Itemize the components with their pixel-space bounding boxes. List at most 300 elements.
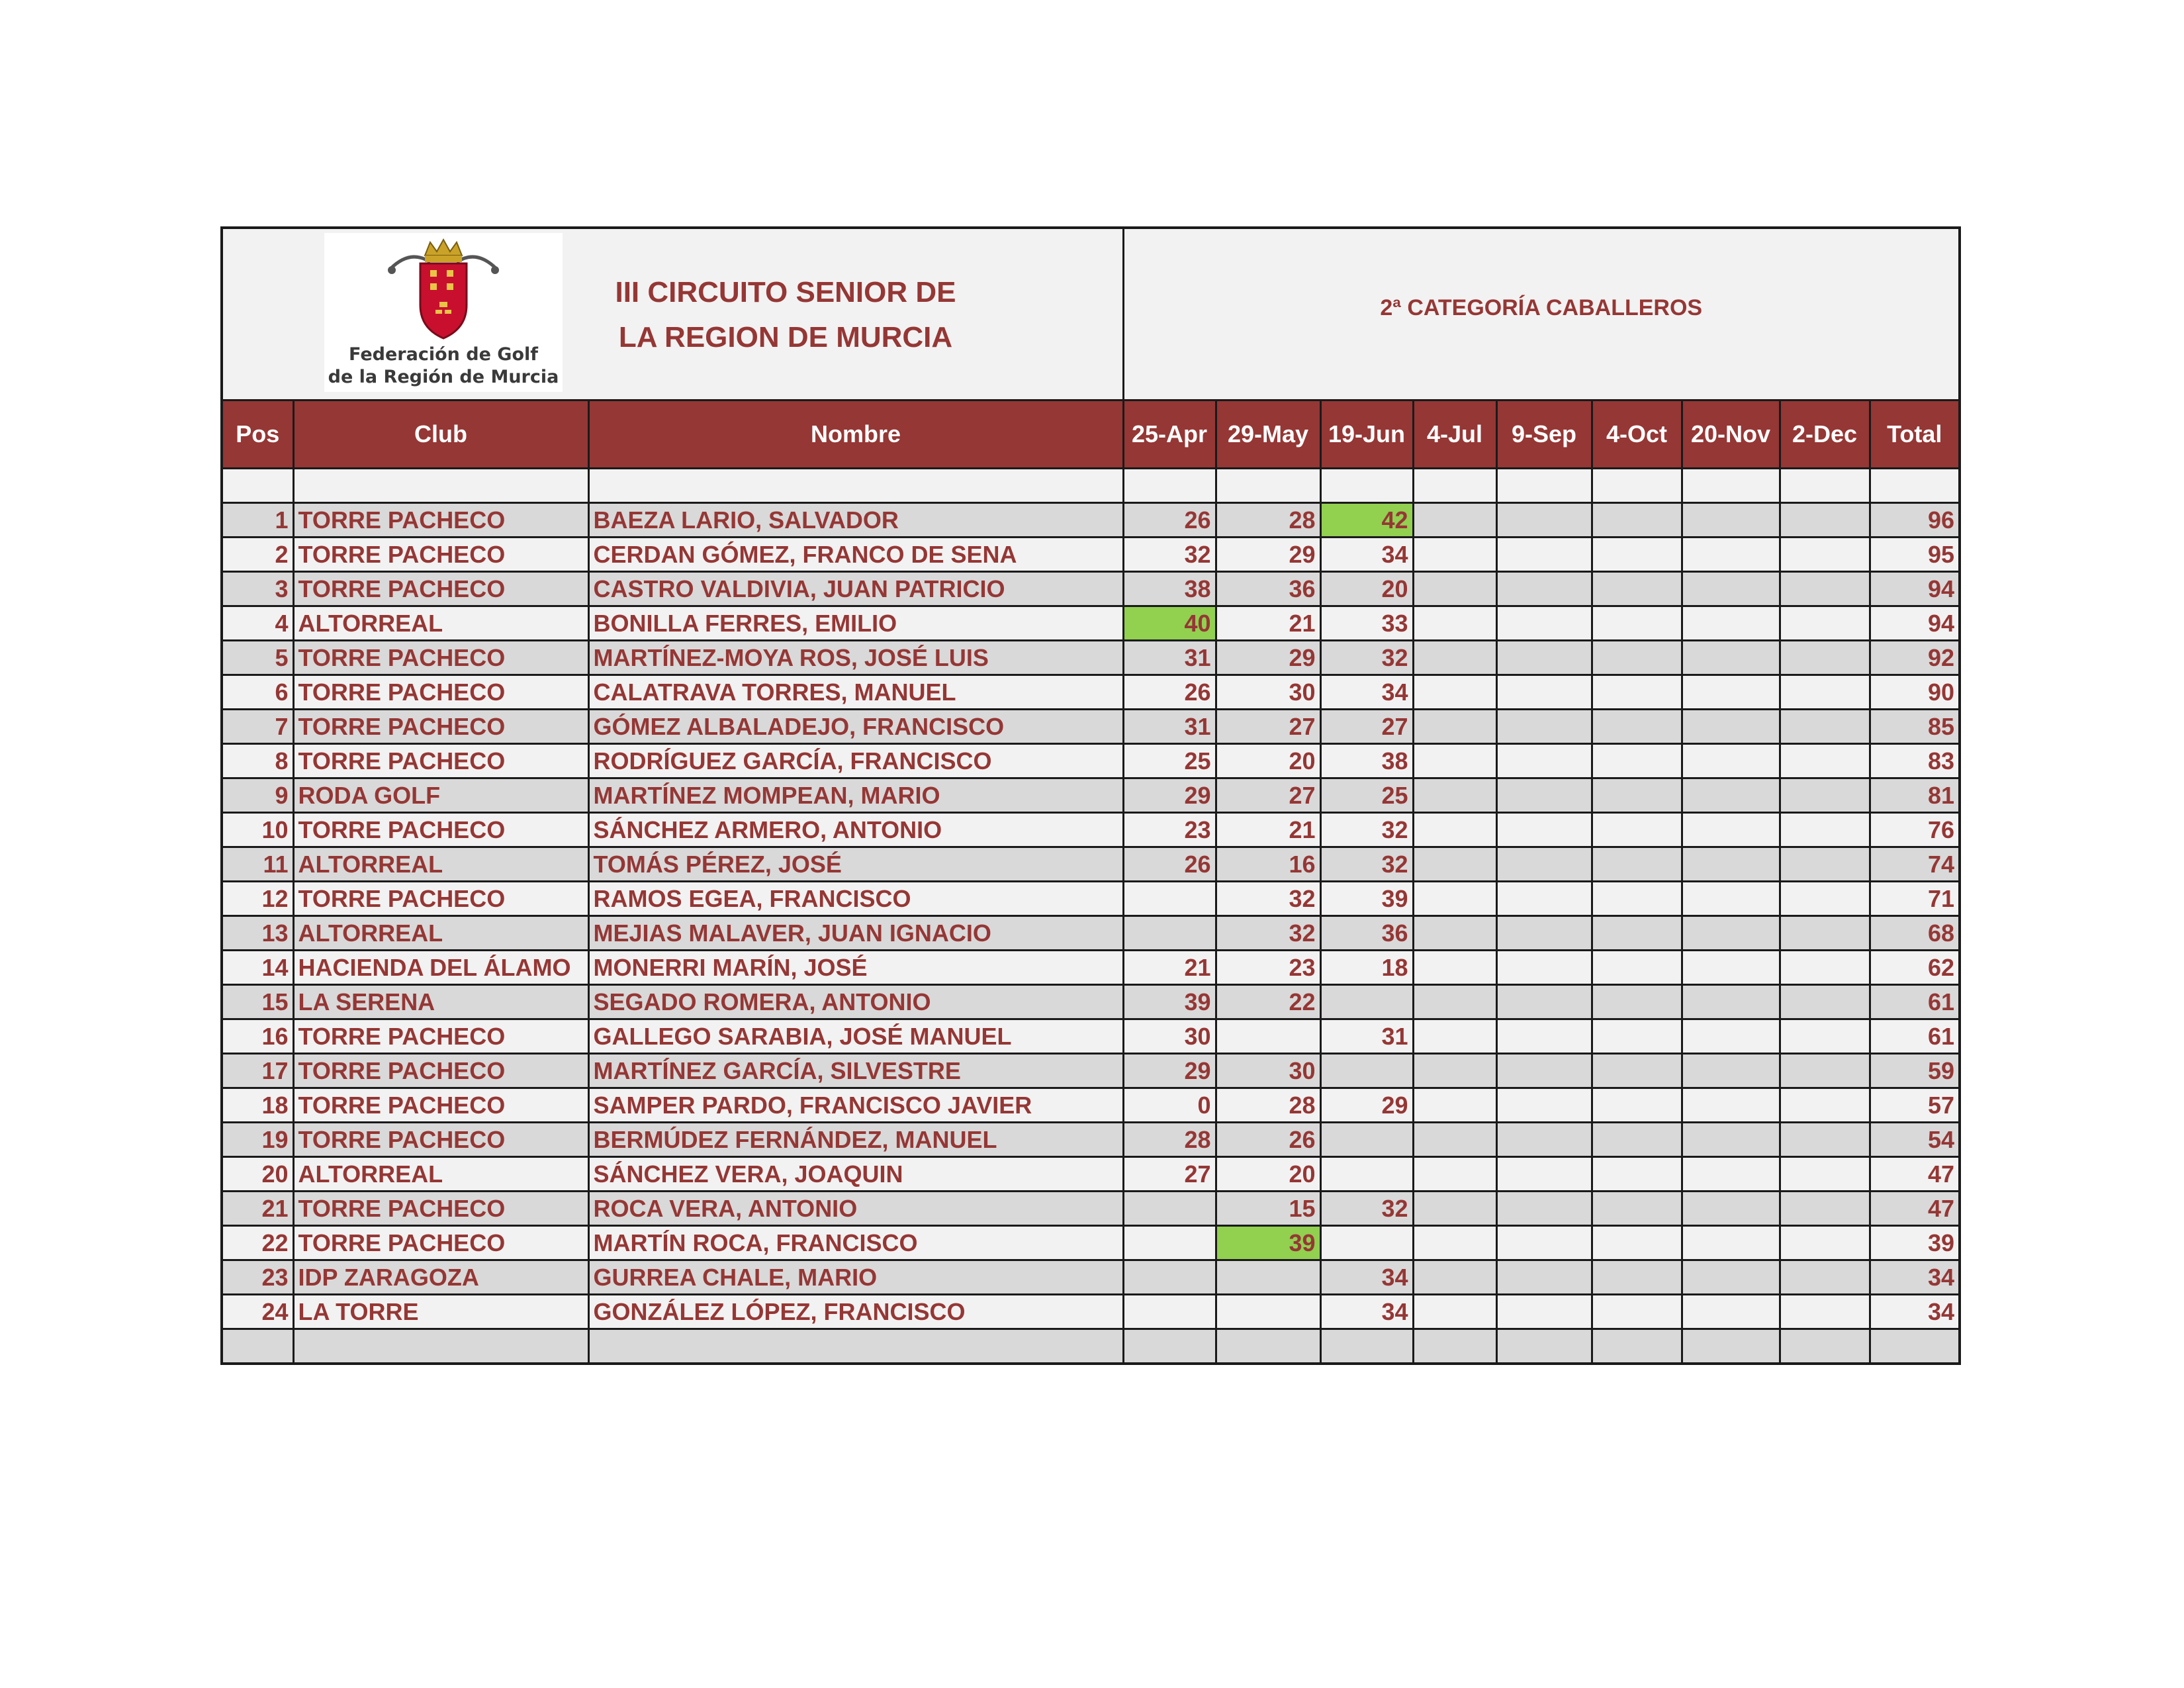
cell-nombre: GONZÁLEZ LÓPEZ, FRANCISCO bbox=[588, 1295, 1123, 1329]
cell-score: 39 bbox=[1216, 1226, 1320, 1260]
cell-pos: 20 bbox=[222, 1157, 293, 1192]
cell-pos: 19 bbox=[222, 1123, 293, 1157]
table-row bbox=[222, 572, 1960, 606]
cell-club: ALTORREAL bbox=[293, 916, 588, 951]
empty-row bbox=[222, 469, 1960, 503]
cell-pos: 17 bbox=[222, 1054, 293, 1088]
cell-score: 22 bbox=[1216, 985, 1320, 1019]
table-row bbox=[222, 1123, 1960, 1157]
cell-score bbox=[1413, 1260, 1496, 1295]
cell-club: LA SERENA bbox=[293, 985, 588, 1019]
cell-total: 34 bbox=[1870, 1260, 1960, 1295]
empty-cell bbox=[1870, 469, 1960, 503]
cell-score bbox=[1413, 710, 1496, 744]
table-row bbox=[222, 1088, 1960, 1123]
cell-score bbox=[1413, 572, 1496, 606]
cell-score bbox=[1413, 778, 1496, 813]
cell-pos: 22 bbox=[222, 1226, 293, 1260]
cell-score bbox=[1413, 1088, 1496, 1123]
cell-score bbox=[1496, 606, 1592, 641]
cell-nombre: SÁNCHEZ VERA, JOAQUIN bbox=[588, 1157, 1123, 1192]
cell-score bbox=[1413, 1226, 1496, 1260]
cell-score bbox=[1682, 744, 1780, 778]
cell-nombre: MARTÍNEZ MOMPEAN, MARIO bbox=[588, 778, 1123, 813]
cell-score: 30 bbox=[1123, 1019, 1216, 1054]
table-row bbox=[222, 985, 1960, 1019]
cell-score: 0 bbox=[1123, 1088, 1216, 1123]
cell-score: 21 bbox=[1216, 606, 1320, 641]
cell-score bbox=[1413, 1192, 1496, 1226]
cell-score bbox=[1780, 1054, 1870, 1088]
cell-score bbox=[1780, 847, 1870, 882]
cell-score bbox=[1496, 572, 1592, 606]
cell-score bbox=[1780, 710, 1870, 744]
cell-score bbox=[1780, 606, 1870, 641]
cell-score bbox=[1682, 951, 1780, 985]
cell-score bbox=[1592, 882, 1682, 916]
cell-score bbox=[1413, 1054, 1496, 1088]
empty-cell bbox=[222, 1329, 293, 1364]
cell-score bbox=[1682, 1226, 1780, 1260]
cell-nombre: CERDAN GÓMEZ, FRANCO DE SENA bbox=[588, 538, 1123, 572]
cell-score bbox=[1780, 1019, 1870, 1054]
cell-score bbox=[1413, 1295, 1496, 1329]
cell-score: 34 bbox=[1320, 1260, 1413, 1295]
cell-nombre: MARTÍN ROCA, FRANCISCO bbox=[588, 1226, 1123, 1260]
cell-score bbox=[1592, 1019, 1682, 1054]
empty-cell bbox=[293, 1329, 588, 1364]
cell-nombre: ROCA VERA, ANTONIO bbox=[588, 1192, 1123, 1226]
cell-total: 61 bbox=[1870, 1019, 1960, 1054]
cell-score: 38 bbox=[1320, 744, 1413, 778]
cell-club: HACIENDA DEL ÁLAMO bbox=[293, 951, 588, 985]
cell-club: TORRE PACHECO bbox=[293, 641, 588, 675]
cell-total: 71 bbox=[1870, 882, 1960, 916]
cell-nombre: RAMOS EGEA, FRANCISCO bbox=[588, 882, 1123, 916]
col-header-pos: Pos bbox=[222, 400, 293, 469]
table-row bbox=[222, 951, 1960, 985]
cell-pos: 11 bbox=[222, 847, 293, 882]
cell-club: TORRE PACHECO bbox=[293, 503, 588, 538]
cell-score: 39 bbox=[1123, 985, 1216, 1019]
cell-score: 32 bbox=[1216, 882, 1320, 916]
cell-score bbox=[1682, 985, 1780, 1019]
cell-score bbox=[1496, 882, 1592, 916]
cell-score bbox=[1320, 1054, 1413, 1088]
empty-cell bbox=[1320, 1329, 1413, 1364]
cell-score bbox=[1320, 1123, 1413, 1157]
table-row bbox=[222, 1192, 1960, 1226]
cell-total: 94 bbox=[1870, 572, 1960, 606]
table-row bbox=[222, 710, 1960, 744]
empty-cell bbox=[588, 469, 1123, 503]
logo-text-line1: Federación de Golf bbox=[348, 344, 539, 365]
cell-score bbox=[1592, 1157, 1682, 1192]
empty-cell bbox=[1413, 469, 1496, 503]
cell-pos: 5 bbox=[222, 641, 293, 675]
cell-score: 29 bbox=[1216, 538, 1320, 572]
title-line1: III CIRCUITO SENIOR DE bbox=[615, 276, 956, 308]
cell-club: TORRE PACHECO bbox=[293, 710, 588, 744]
cell-score bbox=[1592, 1192, 1682, 1226]
cell-score: 26 bbox=[1123, 847, 1216, 882]
cell-total: 34 bbox=[1870, 1295, 1960, 1329]
empty-cell bbox=[588, 1329, 1123, 1364]
cell-total: 92 bbox=[1870, 641, 1960, 675]
cell-score bbox=[1780, 572, 1870, 606]
empty-cell bbox=[1216, 1329, 1320, 1364]
table-row bbox=[222, 675, 1960, 710]
cell-score bbox=[1123, 1226, 1216, 1260]
cell-score bbox=[1496, 847, 1592, 882]
cell-score bbox=[1496, 813, 1592, 847]
cell-score bbox=[1216, 1260, 1320, 1295]
cell-score bbox=[1682, 882, 1780, 916]
col-header-club: Club bbox=[293, 400, 588, 469]
cell-nombre: MEJIAS MALAVER, JUAN IGNACIO bbox=[588, 916, 1123, 951]
empty-cell bbox=[222, 469, 293, 503]
cell-score bbox=[1413, 1019, 1496, 1054]
cell-club: TORRE PACHECO bbox=[293, 675, 588, 710]
cell-score bbox=[1682, 916, 1780, 951]
empty-cell bbox=[1592, 1329, 1682, 1364]
cell-pos: 8 bbox=[222, 744, 293, 778]
cell-pos: 24 bbox=[222, 1295, 293, 1329]
table-row bbox=[222, 882, 1960, 916]
cell-score: 26 bbox=[1216, 1123, 1320, 1157]
cell-score: 23 bbox=[1216, 951, 1320, 985]
cell-nombre: GURREA CHALE, MARIO bbox=[588, 1260, 1123, 1295]
cell-score bbox=[1496, 1054, 1592, 1088]
cell-score: 25 bbox=[1320, 778, 1413, 813]
cell-score bbox=[1682, 710, 1780, 744]
cell-score bbox=[1780, 1088, 1870, 1123]
cell-score bbox=[1682, 1295, 1780, 1329]
cell-score bbox=[1592, 847, 1682, 882]
cell-score bbox=[1320, 985, 1413, 1019]
cell-score: 29 bbox=[1216, 641, 1320, 675]
table-row bbox=[222, 847, 1960, 882]
cell-score: 31 bbox=[1320, 1019, 1413, 1054]
cell-score bbox=[1682, 1019, 1780, 1054]
cell-club: LA TORRE bbox=[293, 1295, 588, 1329]
cell-total: 94 bbox=[1870, 606, 1960, 641]
cell-score: 38 bbox=[1123, 572, 1216, 606]
table-row bbox=[222, 538, 1960, 572]
cell-score bbox=[1592, 1260, 1682, 1295]
cell-score bbox=[1413, 951, 1496, 985]
cell-score bbox=[1496, 538, 1592, 572]
cell-score bbox=[1496, 1226, 1592, 1260]
empty-cell bbox=[1682, 1329, 1780, 1364]
empty-cell bbox=[1123, 1329, 1216, 1364]
cell-nombre: MARTÍNEZ GARCÍA, SILVESTRE bbox=[588, 1054, 1123, 1088]
cell-score bbox=[1682, 1054, 1780, 1088]
cell-total: 59 bbox=[1870, 1054, 1960, 1088]
col-header-date: 29-May bbox=[1216, 400, 1320, 469]
cell-score bbox=[1592, 1054, 1682, 1088]
cell-nombre: SAMPER PARDO, FRANCISCO JAVIER bbox=[588, 1088, 1123, 1123]
cell-total: 68 bbox=[1870, 916, 1960, 951]
cell-score bbox=[1592, 538, 1682, 572]
empty-cell bbox=[1123, 469, 1216, 503]
cell-score bbox=[1780, 778, 1870, 813]
cell-score: 20 bbox=[1216, 744, 1320, 778]
cell-score bbox=[1496, 951, 1592, 985]
cell-score bbox=[1780, 744, 1870, 778]
cell-score bbox=[1592, 503, 1682, 538]
cell-club: TORRE PACHECO bbox=[293, 1123, 588, 1157]
cell-club: TORRE PACHECO bbox=[293, 813, 588, 847]
cell-score: 27 bbox=[1216, 710, 1320, 744]
cell-score bbox=[1682, 1157, 1780, 1192]
region-murcia-crest-icon bbox=[384, 236, 503, 342]
cell-pos: 1 bbox=[222, 503, 293, 538]
cell-score: 30 bbox=[1216, 1054, 1320, 1088]
cell-pos: 3 bbox=[222, 572, 293, 606]
cell-nombre: GALLEGO SARABIA, JOSÉ MANUEL bbox=[588, 1019, 1123, 1054]
empty-cell bbox=[1780, 469, 1870, 503]
cell-total: 61 bbox=[1870, 985, 1960, 1019]
cell-total: 54 bbox=[1870, 1123, 1960, 1157]
cell-score: 32 bbox=[1320, 1192, 1413, 1226]
cell-score bbox=[1780, 985, 1870, 1019]
cell-club: ALTORREAL bbox=[293, 1157, 588, 1192]
cell-score bbox=[1496, 1260, 1592, 1295]
cell-score bbox=[1496, 1295, 1592, 1329]
cell-score bbox=[1592, 1226, 1682, 1260]
table-row bbox=[222, 1295, 1960, 1329]
col-header-date: 25-Apr bbox=[1123, 400, 1216, 469]
cell-score: 33 bbox=[1320, 606, 1413, 641]
cell-score bbox=[1592, 813, 1682, 847]
cell-score bbox=[1216, 1019, 1320, 1054]
cell-score bbox=[1592, 778, 1682, 813]
cell-total: 47 bbox=[1870, 1157, 1960, 1192]
cell-score bbox=[1682, 1192, 1780, 1226]
cell-score: 23 bbox=[1123, 813, 1216, 847]
cell-score bbox=[1413, 744, 1496, 778]
cell-score bbox=[1682, 1260, 1780, 1295]
category-label: 2ª CATEGORÍA CABALLEROS bbox=[1123, 228, 1960, 400]
cell-score: 30 bbox=[1216, 675, 1320, 710]
cell-pos: 21 bbox=[222, 1192, 293, 1226]
cell-club: TORRE PACHECO bbox=[293, 744, 588, 778]
cell-score bbox=[1780, 675, 1870, 710]
table-row bbox=[222, 606, 1960, 641]
col-header-date: 4-Jul bbox=[1413, 400, 1496, 469]
cell-score: 34 bbox=[1320, 675, 1413, 710]
cell-score bbox=[1216, 1295, 1320, 1329]
cell-score bbox=[1413, 813, 1496, 847]
banner-row bbox=[222, 228, 1960, 400]
cell-score bbox=[1682, 641, 1780, 675]
cell-score bbox=[1496, 916, 1592, 951]
cell-score bbox=[1496, 985, 1592, 1019]
empty-cell bbox=[1682, 469, 1780, 503]
cell-score: 34 bbox=[1320, 538, 1413, 572]
cell-score bbox=[1496, 503, 1592, 538]
table-row bbox=[222, 1260, 1960, 1295]
cell-score bbox=[1123, 1295, 1216, 1329]
banner-left bbox=[222, 228, 1123, 400]
cell-nombre: BERMÚDEZ FERNÁNDEZ, MANUEL bbox=[588, 1123, 1123, 1157]
empty-cell bbox=[1870, 1329, 1960, 1364]
cell-score: 27 bbox=[1123, 1157, 1216, 1192]
cell-nombre: MONERRI MARÍN, JOSÉ bbox=[588, 951, 1123, 985]
empty-cell bbox=[1413, 1329, 1496, 1364]
col-header-date: 19-Jun bbox=[1320, 400, 1413, 469]
cell-score: 21 bbox=[1123, 951, 1216, 985]
cell-score bbox=[1413, 916, 1496, 951]
cell-total: 39 bbox=[1870, 1226, 1960, 1260]
cell-score bbox=[1320, 1157, 1413, 1192]
cell-score bbox=[1780, 1123, 1870, 1157]
cell-nombre: SEGADO ROMERA, ANTONIO bbox=[588, 985, 1123, 1019]
cell-nombre: RODRÍGUEZ GARCÍA, FRANCISCO bbox=[588, 744, 1123, 778]
cell-score bbox=[1496, 675, 1592, 710]
page-title bbox=[561, 270, 1011, 360]
cell-score: 36 bbox=[1216, 572, 1320, 606]
cell-club: TORRE PACHECO bbox=[293, 1192, 588, 1226]
table-row bbox=[222, 1054, 1960, 1088]
cell-club: TORRE PACHECO bbox=[293, 1088, 588, 1123]
cell-total: 83 bbox=[1870, 744, 1960, 778]
standings-table bbox=[220, 226, 1961, 1365]
cell-club: TORRE PACHECO bbox=[293, 572, 588, 606]
cell-total: 96 bbox=[1870, 503, 1960, 538]
empty-cell bbox=[293, 469, 588, 503]
cell-score: 29 bbox=[1123, 1054, 1216, 1088]
cell-score bbox=[1413, 641, 1496, 675]
cell-score bbox=[1682, 778, 1780, 813]
cell-score bbox=[1413, 675, 1496, 710]
cell-score bbox=[1123, 916, 1216, 951]
cell-score: 29 bbox=[1123, 778, 1216, 813]
empty-cell bbox=[1216, 469, 1320, 503]
cell-pos: 4 bbox=[222, 606, 293, 641]
cell-club: TORRE PACHECO bbox=[293, 882, 588, 916]
cell-total: 81 bbox=[1870, 778, 1960, 813]
cell-score bbox=[1780, 813, 1870, 847]
cell-score bbox=[1682, 1123, 1780, 1157]
cell-score bbox=[1496, 744, 1592, 778]
cell-pos: 2 bbox=[222, 538, 293, 572]
empty-cell bbox=[1320, 469, 1413, 503]
cell-score: 25 bbox=[1123, 744, 1216, 778]
cell-score: 18 bbox=[1320, 951, 1413, 985]
cell-nombre: TOMÁS PÉREZ, JOSÉ bbox=[588, 847, 1123, 882]
table-row bbox=[222, 778, 1960, 813]
cell-score: 20 bbox=[1216, 1157, 1320, 1192]
cell-score bbox=[1592, 641, 1682, 675]
cell-score bbox=[1780, 503, 1870, 538]
cell-total: 74 bbox=[1870, 847, 1960, 882]
cell-pos: 6 bbox=[222, 675, 293, 710]
cell-score bbox=[1780, 538, 1870, 572]
cell-nombre: SÁNCHEZ ARMERO, ANTONIO bbox=[588, 813, 1123, 847]
cell-nombre: CASTRO VALDIVIA, JUAN PATRICIO bbox=[588, 572, 1123, 606]
cell-score bbox=[1413, 985, 1496, 1019]
cell-score bbox=[1780, 1226, 1870, 1260]
cell-score bbox=[1123, 882, 1216, 916]
col-header-nombre: Nombre bbox=[588, 400, 1123, 469]
cell-club: TORRE PACHECO bbox=[293, 1226, 588, 1260]
cell-score bbox=[1592, 572, 1682, 606]
col-header-date: 9-Sep bbox=[1496, 400, 1592, 469]
cell-score bbox=[1496, 1192, 1592, 1226]
cell-score bbox=[1496, 1157, 1592, 1192]
cell-score: 27 bbox=[1216, 778, 1320, 813]
cell-score bbox=[1682, 1088, 1780, 1123]
cell-score: 20 bbox=[1320, 572, 1413, 606]
cell-score bbox=[1780, 1157, 1870, 1192]
col-header-date: 2-Dec bbox=[1780, 400, 1870, 469]
cell-score: 31 bbox=[1123, 641, 1216, 675]
cell-score bbox=[1592, 710, 1682, 744]
table-row bbox=[222, 641, 1960, 675]
cell-score bbox=[1592, 1123, 1682, 1157]
cell-score bbox=[1496, 778, 1592, 813]
cell-score bbox=[1592, 985, 1682, 1019]
col-header-date: 4-Oct bbox=[1592, 400, 1682, 469]
cell-score bbox=[1320, 1226, 1413, 1260]
cell-score bbox=[1496, 1123, 1592, 1157]
table-row bbox=[222, 813, 1960, 847]
cell-club: ALTORREAL bbox=[293, 606, 588, 641]
cell-score: 40 bbox=[1123, 606, 1216, 641]
cell-score bbox=[1682, 813, 1780, 847]
empty-cell bbox=[1592, 469, 1682, 503]
cell-score bbox=[1496, 1088, 1592, 1123]
cell-total: 62 bbox=[1870, 951, 1960, 985]
cell-total: 76 bbox=[1870, 813, 1960, 847]
cell-score: 32 bbox=[1320, 813, 1413, 847]
table-row bbox=[222, 1157, 1960, 1192]
cell-score bbox=[1413, 1157, 1496, 1192]
cell-score: 32 bbox=[1320, 641, 1413, 675]
cell-score: 42 bbox=[1320, 503, 1413, 538]
cell-score: 34 bbox=[1320, 1295, 1413, 1329]
cell-score: 15 bbox=[1216, 1192, 1320, 1226]
cell-score: 29 bbox=[1320, 1088, 1413, 1123]
cell-score: 28 bbox=[1216, 1088, 1320, 1123]
cell-score: 31 bbox=[1123, 710, 1216, 744]
cell-score bbox=[1413, 503, 1496, 538]
cell-pos: 10 bbox=[222, 813, 293, 847]
cell-score bbox=[1592, 916, 1682, 951]
cell-score bbox=[1682, 675, 1780, 710]
cell-score bbox=[1496, 1019, 1592, 1054]
cell-pos: 14 bbox=[222, 951, 293, 985]
cell-total: 90 bbox=[1870, 675, 1960, 710]
cell-pos: 16 bbox=[222, 1019, 293, 1054]
federation-logo bbox=[324, 233, 563, 392]
cell-club: TORRE PACHECO bbox=[293, 538, 588, 572]
cell-score bbox=[1413, 882, 1496, 916]
cell-pos: 23 bbox=[222, 1260, 293, 1295]
cell-score bbox=[1413, 538, 1496, 572]
cell-score: 26 bbox=[1123, 675, 1216, 710]
cell-nombre: GÓMEZ ALBALADEJO, FRANCISCO bbox=[588, 710, 1123, 744]
empty-cell bbox=[1496, 469, 1592, 503]
cell-pos: 7 bbox=[222, 710, 293, 744]
cell-score bbox=[1413, 1123, 1496, 1157]
cell-total: 57 bbox=[1870, 1088, 1960, 1123]
table-row bbox=[222, 1226, 1960, 1260]
cell-score bbox=[1780, 1295, 1870, 1329]
cell-score: 28 bbox=[1216, 503, 1320, 538]
